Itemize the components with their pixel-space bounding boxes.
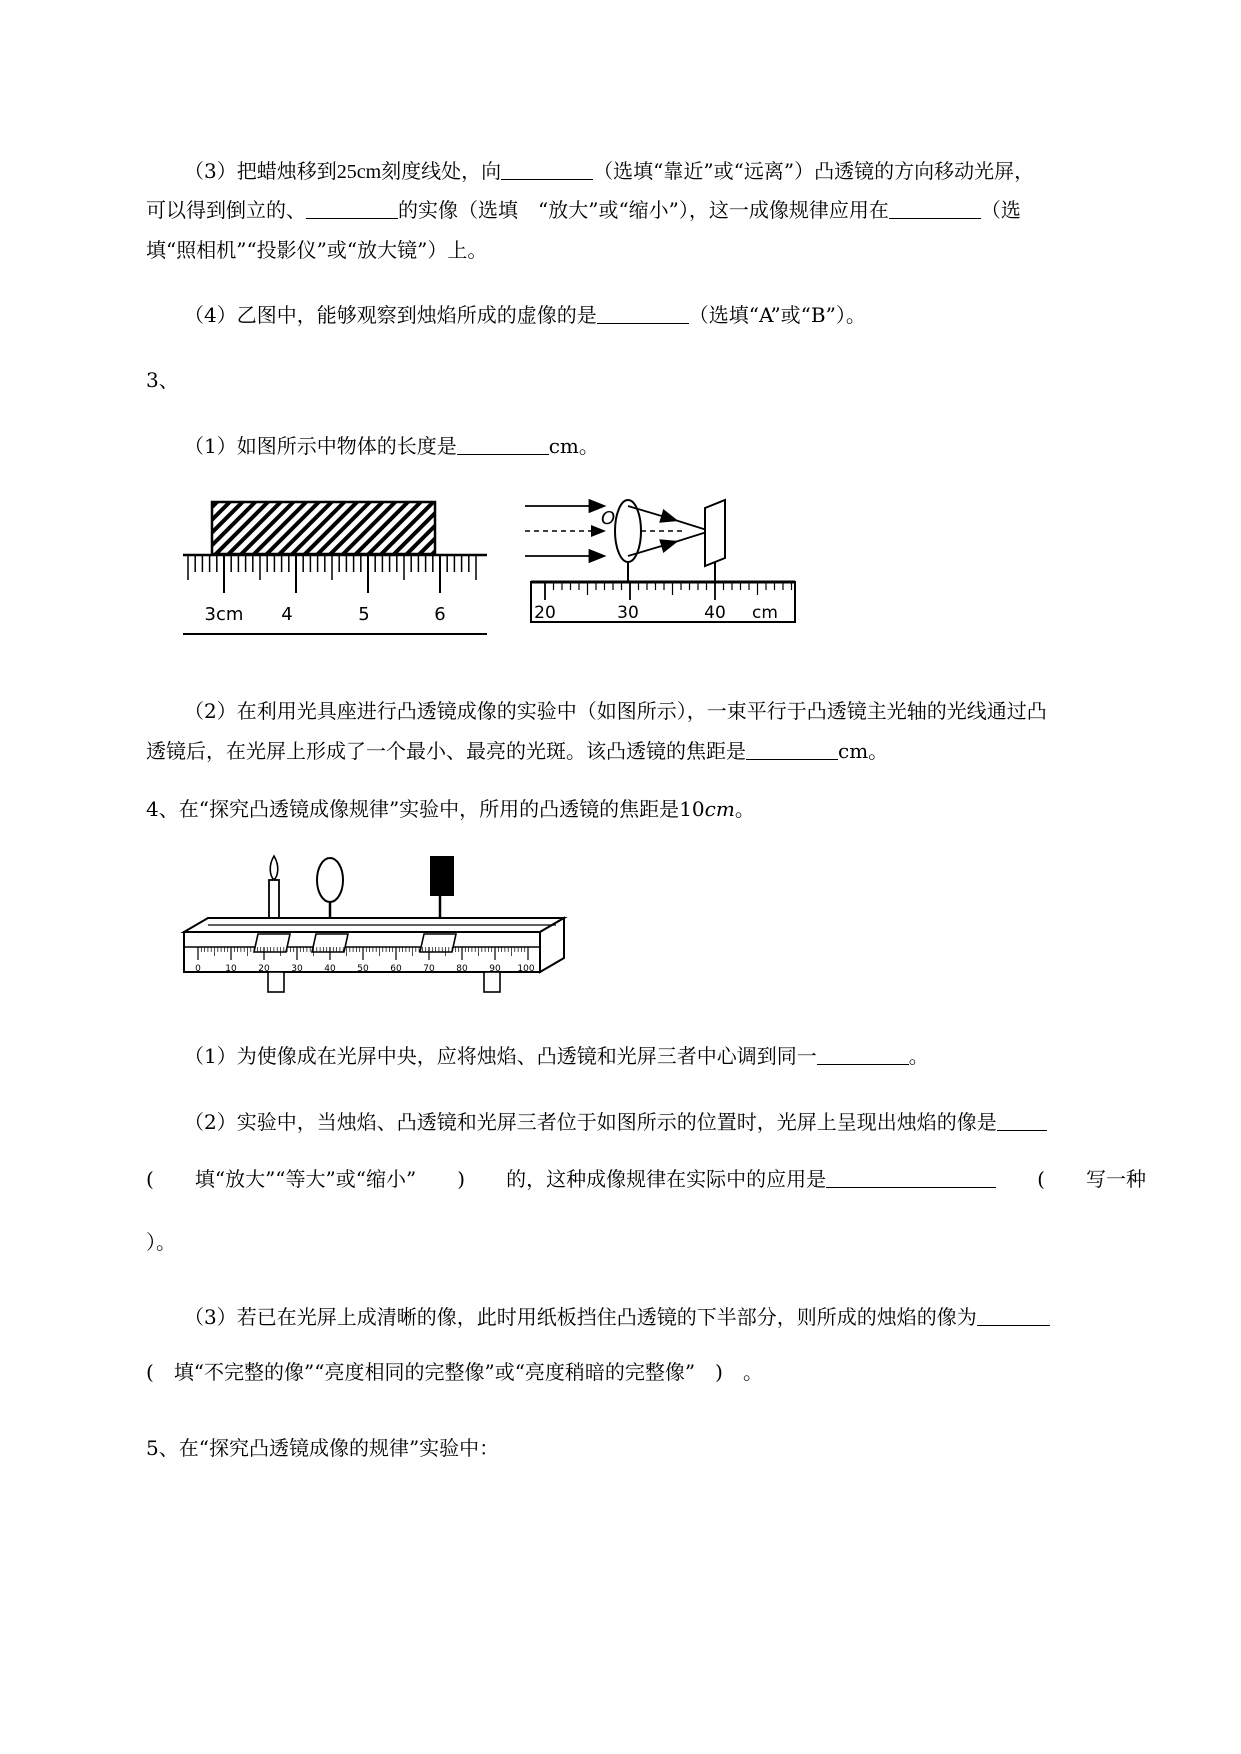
bench-unit-label: cm <box>752 603 778 623</box>
bench-label: 50 <box>357 964 369 974</box>
bench-label-40: 40 <box>704 603 726 623</box>
ruler-label-6: 6 <box>434 604 446 625</box>
answer-blank[interactable] <box>457 434 549 455</box>
light-screen <box>705 500 725 566</box>
ruler-label-4: 4 <box>281 604 293 625</box>
ruler-label-3cm: 3cm <box>204 604 244 625</box>
bench-label: 40 <box>324 964 336 974</box>
q2-4-line: （4）乙图中，能够观察到烛焰所成的虚像的是 （选填“A”或“B”）。 <box>184 303 866 327</box>
q4-stem: 4、在“探究凸透镜成像规律”实验中，所用的凸透镜的焦距是10cm。 <box>146 797 755 821</box>
bench-label: 20 <box>258 964 270 974</box>
ruler-figure <box>180 498 490 638</box>
q2-3-line1: （3）把蜡烛移到25cm刻度线处，向 （选填“靠近”或“远离”）凸透镜的方向移动光屏， <box>184 159 1035 183</box>
q3-2-line2: 透镜后，在光屏上形成了一个最小、最亮的光斑。该凸透镜的焦距是 cm。 <box>146 739 889 763</box>
bench-label: 10 <box>225 964 237 974</box>
answer-blank[interactable] <box>997 1110 1047 1131</box>
answer-blank[interactable] <box>977 1305 1050 1326</box>
q4-2-line2: ( 填“放大”“等大”或“缩小” ) 的，这种成像规律在实际中的应用是 ( 写一种 <box>146 1167 1146 1191</box>
answer-blank[interactable] <box>306 198 398 219</box>
q4-3-line1: （3）若已在光屏上成清晰的像，此时用纸板挡住凸透镜的下半部分，则所成的烛焰的像为 <box>184 1303 1184 1331</box>
bench-label: 60 <box>390 964 402 974</box>
answer-blank[interactable] <box>826 1167 996 1188</box>
q3-1-line: （1）如图所示中物体的长度是 cm。 <box>184 434 599 458</box>
q4-2-line1: （2）实验中，当烛焰、凸透镜和光屏三者位于如图所示的位置时，光屏上呈现出烛焰的像是 <box>184 1108 1184 1136</box>
ruler-label-5: 5 <box>358 604 370 625</box>
answer-blank[interactable] <box>889 198 981 219</box>
bench-label-30: 30 <box>617 603 639 623</box>
lens-center-label: O <box>601 508 616 529</box>
q2-3-line2: 可以得到倒立的、 的实像（选填 “放大”或“缩小”），这一成像规律应用在 （选 <box>146 198 1021 222</box>
bench-label: 90 <box>489 964 501 974</box>
bench-label: 100 <box>517 964 535 974</box>
bench-label: 30 <box>291 964 303 974</box>
convex-lens <box>317 858 343 902</box>
bench-label: 70 <box>423 964 435 974</box>
q4-3-line2: ( 填“不完整的像”“亮度相同的完整像”或“亮度稍暗的完整像” ) 。 <box>146 1360 763 1384</box>
optical-bench-figure <box>178 852 573 1002</box>
q3-2-line1: （2）在利用光具座进行凸透镜成像的实验中（如图所示），一束平行于凸透镜主光轴的光线通过凸 <box>184 699 1047 723</box>
q4-2-line3: ）。 <box>146 1230 176 1254</box>
ruler-ticks <box>188 555 476 593</box>
light-screen <box>430 856 454 896</box>
answer-blank[interactable] <box>746 739 838 760</box>
bench-label: 0 <box>195 964 201 974</box>
q5-stem: 5、在“探究凸透镜成像的规律”实验中： <box>146 1436 500 1460</box>
question-number: 3、 <box>146 368 179 392</box>
answer-blank[interactable] <box>597 303 689 324</box>
lens-focus-figure <box>525 496 800 636</box>
answer-blank[interactable] <box>501 159 593 180</box>
bench-label: 80 <box>456 964 468 974</box>
answer-blank[interactable] <box>817 1044 909 1065</box>
bench-label-20: 20 <box>534 603 556 623</box>
q2-3-line3: 填“照相机”“投影仪”或“放大镜”）上。 <box>146 238 488 262</box>
measured-object <box>212 502 435 554</box>
q4-1-line: （1）为使像成在光屏中央，应将烛焰、凸透镜和光屏三者中心调到同一 。 <box>184 1044 929 1068</box>
